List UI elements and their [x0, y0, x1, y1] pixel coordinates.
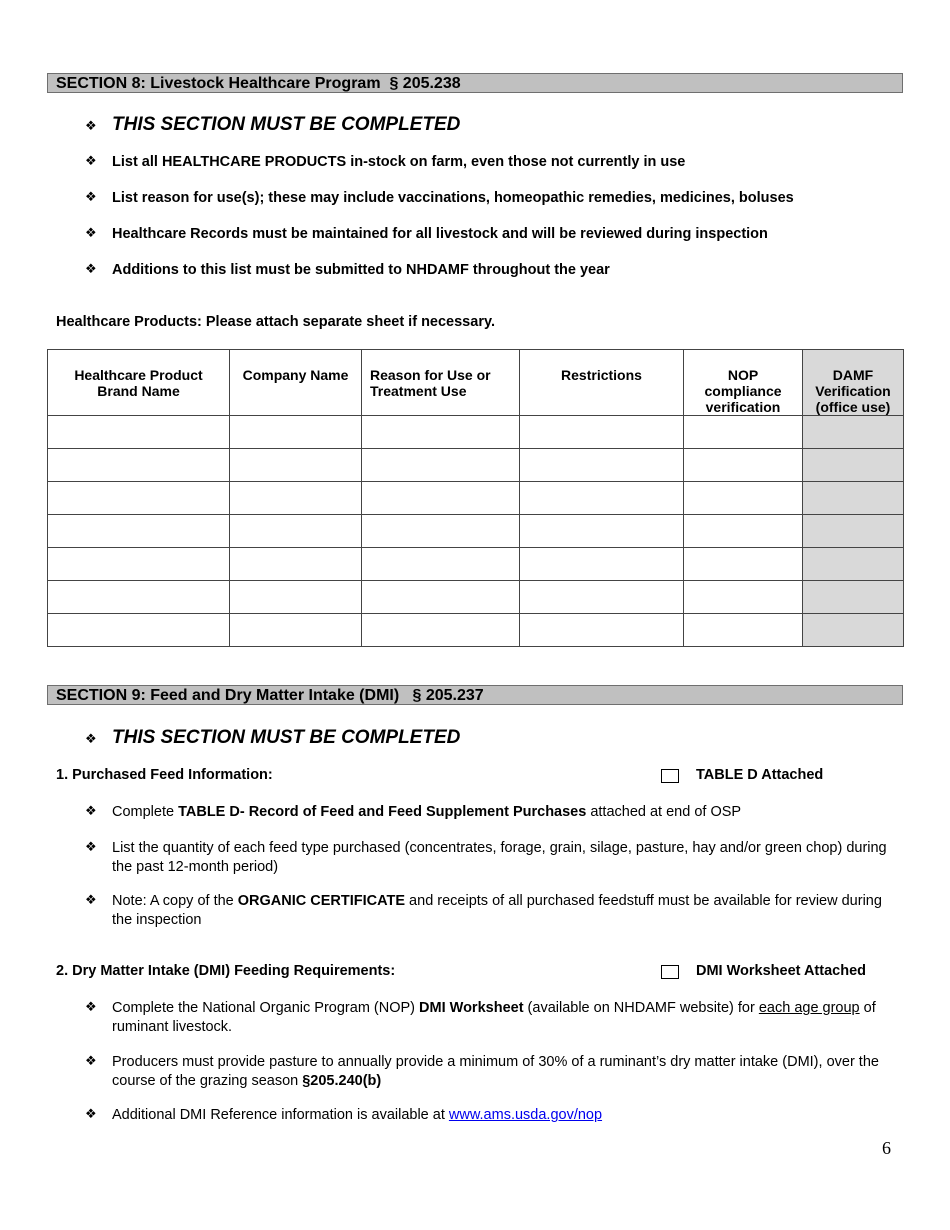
table-cell[interactable] — [230, 581, 362, 614]
table-cell-office-use — [803, 449, 904, 482]
diamond-bullet-icon: ❖ — [85, 803, 97, 818]
table-row — [48, 581, 904, 614]
table-cell[interactable] — [48, 548, 230, 581]
table-cell[interactable] — [230, 416, 362, 449]
dmi-worksheet-attached-checkbox[interactable] — [661, 965, 679, 979]
table-cell[interactable] — [684, 416, 803, 449]
table-cell[interactable] — [48, 515, 230, 548]
table-cell[interactable] — [684, 614, 803, 647]
table-row — [48, 449, 904, 482]
table-cell[interactable] — [362, 614, 520, 647]
table-cell[interactable] — [362, 416, 520, 449]
table-cell[interactable] — [48, 614, 230, 647]
table-cell[interactable] — [362, 548, 520, 581]
table-cell[interactable] — [362, 581, 520, 614]
diamond-bullet-icon: ❖ — [85, 153, 97, 168]
diamond-bullet-icon: ❖ — [85, 1106, 97, 1121]
diamond-bullet-icon: ❖ — [85, 118, 97, 133]
table-cell[interactable] — [230, 482, 362, 515]
table-row — [48, 515, 904, 548]
section-9-header: SECTION 9: Feed and Dry Matter Intake (DMI) § 205.237 — [47, 685, 903, 705]
table-row — [48, 614, 904, 647]
diamond-bullet-icon: ❖ — [85, 225, 97, 240]
table-cell[interactable] — [520, 515, 684, 548]
table-cell[interactable] — [684, 449, 803, 482]
diamond-bullet-icon: ❖ — [85, 731, 97, 746]
table-cell[interactable] — [684, 548, 803, 581]
table-cell-office-use — [803, 515, 904, 548]
table-row — [48, 416, 904, 449]
healthcare-products-note: Healthcare Products: Please attach separate sheet if necessary. — [56, 314, 495, 330]
page-number: 6 — [882, 1138, 891, 1158]
table-cell[interactable] — [48, 581, 230, 614]
table-row — [48, 548, 904, 581]
table-cell[interactable] — [684, 482, 803, 515]
diamond-bullet-icon: ❖ — [85, 261, 97, 276]
table-cell[interactable] — [520, 548, 684, 581]
column-header-brand-name: Healthcare Product Brand Name — [48, 350, 230, 416]
table-cell[interactable] — [520, 482, 684, 515]
table-cell[interactable] — [362, 515, 520, 548]
ams-usda-nop-link[interactable]: www.ams.usda.gov/nop — [448, 1107, 603, 1123]
diamond-bullet-icon: ❖ — [85, 892, 97, 907]
table-cell-office-use — [803, 416, 904, 449]
healthcare-products-table — [47, 349, 904, 647]
table-cell[interactable] — [230, 548, 362, 581]
table-cell-office-use — [803, 482, 904, 515]
diamond-bullet-icon: ❖ — [85, 999, 97, 1014]
table-header-row — [48, 350, 904, 416]
column-header-company-name: Company Name — [230, 350, 362, 416]
diamond-bullet-icon: ❖ — [85, 1053, 97, 1068]
table-cell-office-use — [803, 581, 904, 614]
table-cell-office-use — [803, 614, 904, 647]
table-cell[interactable] — [230, 515, 362, 548]
section-8-header: SECTION 8: Livestock Healthcare Program § 205.238 — [47, 73, 903, 93]
table-cell[interactable] — [520, 449, 684, 482]
column-header-damf-verification: DAMF Verification (office use) — [803, 350, 904, 416]
column-header-nop-compliance: NOP compliance verification — [684, 350, 803, 416]
table-cell[interactable] — [520, 614, 684, 647]
table-cell[interactable] — [230, 449, 362, 482]
diamond-bullet-icon: ❖ — [85, 189, 97, 204]
column-header-reason: Reason for Use or Treatment Use — [362, 350, 520, 416]
table-cell-office-use — [803, 548, 904, 581]
table-cell[interactable] — [520, 416, 684, 449]
table-cell[interactable] — [520, 581, 684, 614]
diamond-bullet-icon: ❖ — [85, 839, 97, 854]
table-d-attached-checkbox[interactable] — [661, 769, 679, 783]
table-cell[interactable] — [684, 581, 803, 614]
table-cell[interactable] — [362, 449, 520, 482]
column-header-restrictions: Restrictions — [520, 350, 684, 416]
table-row — [48, 482, 904, 515]
dmi-worksheet-attached-label: DMI Worksheet Attached — [696, 963, 866, 979]
table-cell[interactable] — [362, 482, 520, 515]
table-d-attached-label: TABLE D Attached — [696, 767, 824, 783]
table-cell[interactable] — [230, 614, 362, 647]
purchased-feed-heading: 1. Purchased Feed Information: — [56, 767, 273, 783]
table-cell[interactable] — [48, 482, 230, 515]
table-cell[interactable] — [48, 416, 230, 449]
table-cell[interactable] — [684, 515, 803, 548]
dmi-heading: 2. Dry Matter Intake (DMI) Feeding Requirements: — [56, 963, 396, 979]
table-cell[interactable] — [48, 449, 230, 482]
